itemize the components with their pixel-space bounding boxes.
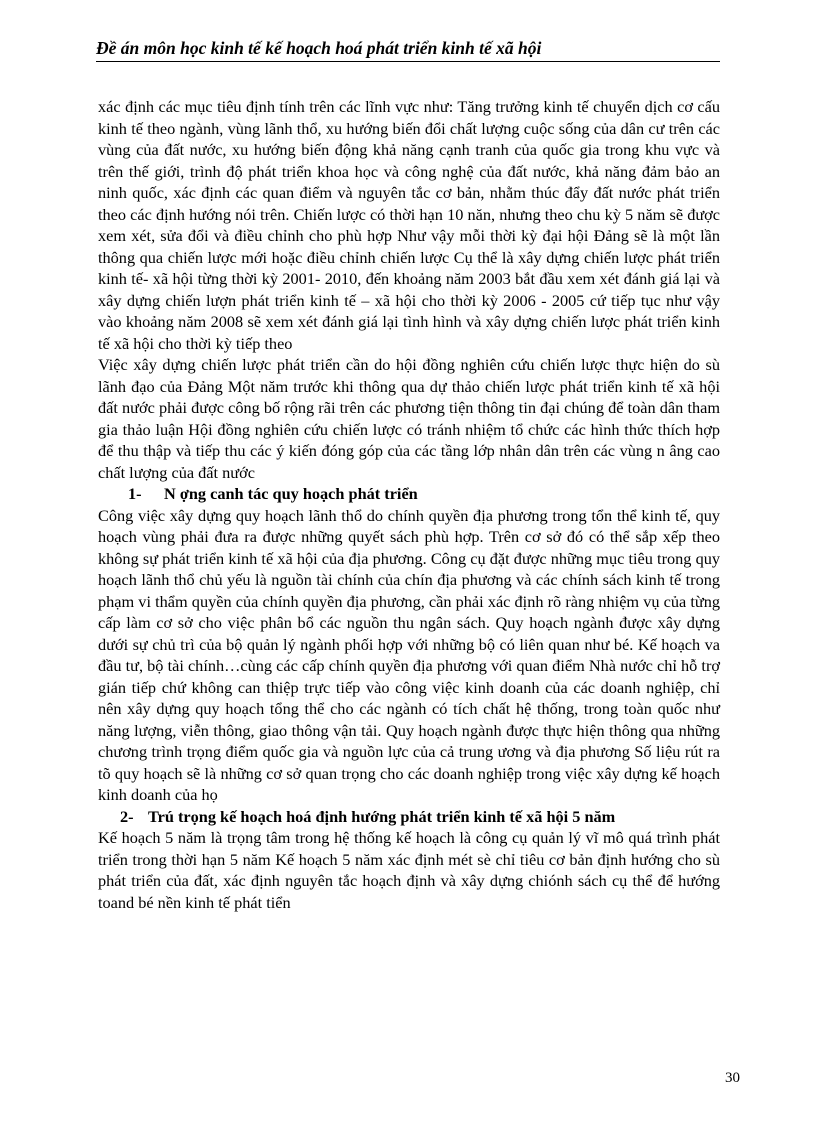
paragraph-territorial-planning: Công việc xây dựng quy hoạch lãnh thổ do chính quyền địa phương trong tổn thể kinh tế, quy hoạch vùng phải đưa ra được những quyết sách phù hợp. Trên cơ sở đó có thể sắp xếp theo không sự phát triển kinh tế xã hội của địa phương. Công cụ đặt được những mục tiêu trong quy hoạch lãnh thổ chủ yếu là nguồn tài chính của chín địa phương và các chính sách kinh tế trong phạm vi thẩm quyền của chính quyền địa phương, cần phải xác định rõ ràng nhiệm vụ của từng cấp làm cơ sở cho việc phân bổ các nguồn thu ngân sách. Quy hoạch ngành được xây dựng dưới sự chủ trì của bộ quản lý ngành phối hợp với những bộ có liên quan như bé. Kế hoạch va đầu tư, bộ tài chính…cùng các cấp chính quyền địa phương với quan điểm Nhà nước chỉ hỗ trợ gián tiếp chứ không can thiệp trực tiếp vào công việc kinh doanh của các doanh nghiệp, chỉ nên xây dựng quy hoạch tổng thể cho các ngành có tích chất hệ thống, trong toàn quốc như năng lượng, viễn thông, giao thông vận tải. Quy hoạch ngành được thực hiện thông qua những chương trình trọng điểm quốc gia và nguồn lực của cả trung ương và địa phương Số liệu rút ra tõ quy hoạch sẽ là những cơ sở quan trọng cho các doanh nghiệp trong việc xây dựng kế hoạch kinh doanh của họ — [98, 505, 720, 804]
paragraph-five-year-plan: Kế hoạch 5 năm là trọng tâm trong hệ thống kế hoạch là công cụ quản lý vĩ mô quá trình phát triển trong thời hạn 5 năm Kế hoạch 5 năm xác định mét sè chỉ tiêu cơ bản định hướng cho sù phát triển của đất, xác định nguyên tắc hoạch định và xây dựng chiónh sách cụ thể để hướng toand bé nền kinh tế phát tiển — [98, 828, 720, 912]
section-heading-2 — [98, 806, 720, 828]
page-number: 30 — [725, 1070, 740, 1086]
section-title-1: N ợng canh tác quy hoạch phát triển — [164, 484, 418, 503]
section-heading-1 — [98, 483, 720, 505]
paragraph-strategy-goals: xác định các mục tiêu định tính trên các lĩnh vực như: Tăng trưởng kinh tế chuyển dịch cơ cấu kinh tế theo ngành, vùng lãnh thổ, xu hướng biến đổi chất lượng cuộc sống của dân cư trên các vùng của đất nước, xu hướng biến động khả năng cạnh tranh của quốc gia trong khu vực và trên thế giới, trình độ phát triển khoa học và công nghệ của đất nước, khả năng đảm bảo an ninh quốc, xác định các quan điểm và nguyên tắc cơ bản, nhằm thúc đẩy đất nước phát triển theo các định hướng nói trên. Chiến lược có thời hạn 10 năn, nhưng theo chu kỳ 5 năm sẽ được xem xét, sửa đổi và điều chỉnh cho phù hợp Như vậy mỗi thời kỳ đại hội Đảng sẽ là một lần thông qua chiến lược mới hoặc điều chỉnh chiến lược Cụ thể là xây dựng chiến lược phát triển kinh tế- xã hội từng thời kỳ 2001- 2010, đến khoảng năm 2003 bắt đầu xem xét đánh giá lại và xây dựng chiến lượn phát triển kinh tế – xã hội cho thời kỳ 2006 - 2005 cứ tiếp tục như vậy vào khoảng năm 2008 sẽ xem xét đánh giá lại tình hình và xây dựng chiến lược phát triển kinh tế xã hội cho thời kỳ tiếp theo — [98, 97, 720, 353]
document-body — [98, 96, 720, 913]
section-number-2: 2- — [120, 806, 134, 826]
paragraph-strategy-consultation: Việc xây dựng chiến lược phát triển cần do hội đồng nghiên cứu chiến lược thực hiện do sù lãnh đạo của Đảng Một năm trước khi thông qua dự thảo chiến lược phát triển kinh tế xã hội đất nước phải được công bố rộng rãi trên các phương tiện thông tin đại chúng để toàn dân tham gia thảo luận Hội đồng nghiên cứu chiến lược có tránh nhiệm tổ chức các hình thức thích hợp để thu thập và tiếp thu các ý kiến đóng góp của các tầng lớp nhân dân trên các vùng n âng cao chất lượng của đất nước — [98, 355, 720, 482]
section-number-1: 1- — [128, 484, 142, 503]
section-title-2: Trú trọng kế hoạch hoá định hướng phát triển kinh tế xã hội 5 năm — [148, 806, 616, 826]
running-header: Đề án môn học kinh tế kế hoạch hoá phát triển kinh tế xã hội — [96, 36, 720, 62]
